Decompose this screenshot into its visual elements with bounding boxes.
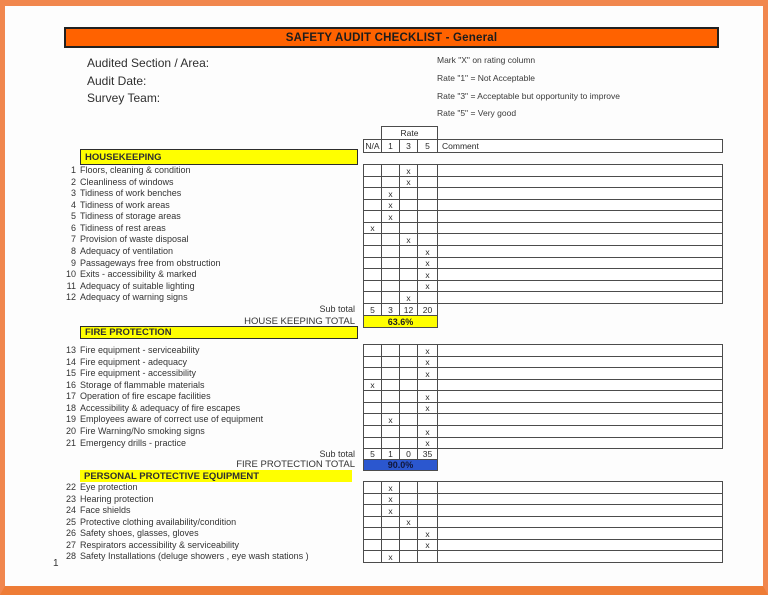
section-bar-ppe: PERSONAL PROTECTIVE EQUIPMENT [80, 470, 352, 482]
item-label: Face shields [80, 505, 131, 515]
rating-cell-na[interactable] [363, 291, 382, 304]
item-number: 4 [70, 200, 76, 210]
rating-cell-1[interactable]: x [381, 481, 400, 494]
rating-cell-5[interactable]: x [417, 280, 438, 292]
legend-mark-instruction: Mark "X" on rating column [437, 55, 536, 65]
legend-rate-5: Rate "5" = Very good [437, 108, 517, 118]
page-title: SAFETY AUDIT CHECKLIST - General [285, 31, 498, 44]
item-number: 14 [65, 357, 76, 367]
item-label: Fire equipment - adequacy [80, 357, 188, 367]
comment-cell[interactable] [437, 291, 723, 304]
item-label: Respirators accessibility & serviceability [80, 540, 240, 550]
rating-cell-5[interactable]: x [417, 390, 438, 403]
housekeeping-subtotal-3: 12 [399, 303, 418, 316]
rating-cell-1[interactable]: x [381, 504, 400, 517]
item-number: 8 [70, 246, 76, 256]
item-label: Cleanliness of windows [80, 177, 174, 187]
fire-total-label: FIRE PROTECTION TOTAL [236, 459, 355, 470]
item-number: 2 [70, 177, 76, 187]
item-number: 20 [65, 426, 76, 436]
item-label: Accessibility & adequacy of fire escapes [80, 403, 241, 413]
rating-cell-3[interactable]: x [399, 291, 418, 304]
rating-cell-1[interactable]: x [381, 550, 400, 563]
section-bar-housekeeping: HOUSEKEEPING [80, 149, 358, 165]
rating-cell-1[interactable]: x [381, 187, 400, 200]
item-label: Tidiness of storage areas [80, 211, 181, 221]
item-number: 9 [70, 258, 76, 268]
rating-cell-na[interactable]: x [363, 379, 382, 391]
item-label: Hearing protection [80, 494, 154, 504]
legend-rate-3: Rate "3" = Acceptable but opportunity to improve [437, 91, 620, 101]
item-label: Exits - accessibility & marked [80, 269, 197, 279]
item-number: 5 [70, 211, 76, 221]
fire-total-value: 90.0% [363, 459, 438, 471]
item-label: Floors, cleaning & condition [80, 165, 191, 175]
housekeeping-subtotal-label: Sub total [319, 304, 355, 314]
item-number: 18 [65, 403, 76, 413]
item-label: Tidiness of work areas [80, 200, 170, 210]
item-label: Fire equipment - serviceability [80, 345, 200, 355]
rating-cell-na[interactable] [363, 437, 382, 449]
item-number: 17 [65, 391, 76, 401]
legend-rate-1: Rate "1" = Not Acceptable [437, 73, 535, 83]
fire-subtotal-5: 35 [417, 448, 438, 460]
item-number: 10 [65, 269, 76, 279]
rating-cell-3[interactable] [399, 437, 418, 449]
item-label: Tidiness of work benches [80, 188, 182, 198]
item-label: Tidiness of rest areas [80, 223, 166, 233]
rating-cell-5[interactable]: x [417, 437, 438, 449]
rating-cell-5[interactable]: x [417, 527, 438, 540]
item-number: 21 [65, 438, 76, 448]
item-label: Fire equipment - accessibility [80, 368, 197, 378]
item-number: 28 [65, 551, 76, 561]
fire-subtotal-1: 1 [381, 448, 400, 460]
item-number: 25 [65, 517, 76, 527]
item-label: Fire Warning/No smoking signs [80, 426, 205, 436]
section-bar-fire-protection: FIRE PROTECTION [80, 326, 358, 339]
audited-area-label: Audited Section / Area: [87, 56, 210, 70]
rating-cell-5[interactable]: x [417, 344, 438, 357]
comment-cell[interactable] [437, 437, 723, 449]
item-number: 13 [65, 345, 76, 355]
item-number: 19 [65, 414, 76, 424]
item-label: Eye protection [80, 482, 138, 492]
page-number: 1 [53, 558, 59, 569]
rating-cell-3[interactable]: x [399, 164, 418, 177]
rating-cell-1[interactable]: x [381, 413, 400, 426]
item-label: Adequacy of warning signs [80, 292, 188, 302]
rating-cell-3[interactable]: x [399, 176, 418, 188]
fire-subtotal-3: 0 [399, 448, 418, 460]
rating-cell-1[interactable]: x [381, 493, 400, 505]
item-number: 12 [65, 292, 76, 302]
rating-cell-5[interactable] [417, 550, 438, 563]
item-number: 7 [70, 234, 76, 244]
item-number: 16 [65, 380, 76, 390]
rating-cell-5[interactable]: x [417, 425, 438, 438]
item-label: Adequacy of suitable lighting [80, 281, 195, 291]
item-number: 15 [65, 368, 76, 378]
rate-header-cell: Rate [381, 126, 438, 140]
housekeeping-subtotal-na: 5 [363, 303, 382, 316]
item-number: 24 [65, 505, 76, 515]
item-number: 6 [70, 223, 76, 233]
item-label: Safety Installations (deluge showers , eye wash stations ) [80, 551, 309, 561]
fire-subtotal-na: 5 [363, 448, 382, 460]
housekeeping-subtotal-1: 3 [381, 303, 400, 316]
item-label: Provision of waste disposal [80, 234, 189, 244]
item-label: Safety shoes, glasses, gloves [80, 528, 199, 538]
document-title-bar [64, 27, 719, 48]
rating-cell-5[interactable]: x [417, 356, 438, 368]
fire-subtotal-label: Sub total [319, 449, 355, 459]
rating-cell-5[interactable]: x [417, 539, 438, 551]
rating-cell-1[interactable] [381, 291, 400, 304]
column-header-na: N/A [363, 139, 382, 153]
item-number: 22 [65, 482, 76, 492]
housekeeping-subtotal-5: 20 [417, 303, 438, 316]
rating-cell-5[interactable]: x [417, 367, 438, 380]
item-number: 11 [66, 281, 76, 291]
item-label: Employees aware of correct use of equipment [80, 414, 264, 424]
rating-cell-5[interactable]: x [417, 268, 438, 281]
item-number: 26 [65, 528, 76, 538]
rating-cell-na[interactable] [363, 550, 382, 563]
rating-cell-5[interactable] [417, 291, 438, 304]
rating-cell-5[interactable]: x [417, 257, 438, 269]
rating-cell-1[interactable]: x [381, 199, 400, 211]
item-number: 23 [65, 494, 76, 504]
column-header-5: 5 [417, 139, 438, 153]
rating-cell-5[interactable]: x [417, 402, 438, 414]
item-label: Storage of flammable materials [80, 380, 205, 390]
item-label: Emergency drills - practice [80, 438, 187, 448]
audit-date-label: Audit Date: [87, 74, 147, 88]
rating-cell-1[interactable]: x [381, 210, 400, 223]
item-label: Passageways free from obstruction [80, 258, 221, 268]
column-header-comment: Comment [437, 139, 723, 153]
rating-cell-1[interactable] [381, 437, 400, 449]
rating-cell-3[interactable] [399, 550, 418, 563]
item-number: 3 [70, 188, 76, 198]
item-number: 1 [70, 165, 76, 175]
rating-cell-na[interactable]: x [363, 222, 382, 234]
item-number: 27 [65, 540, 76, 550]
rating-cell-5[interactable]: x [417, 245, 438, 258]
item-label: Protective clothing availability/condition [80, 517, 237, 527]
rating-cell-3[interactable]: x [399, 516, 418, 528]
comment-cell[interactable] [437, 550, 723, 563]
survey-team-label: Survey Team: [87, 91, 161, 105]
housekeeping-total-label: HOUSE KEEPING TOTAL [244, 316, 355, 327]
column-header-3: 3 [399, 139, 418, 153]
rating-cell-3[interactable]: x [399, 233, 418, 246]
item-label: Adequacy of ventilation [80, 246, 174, 256]
housekeeping-total-value: 63.6% [363, 315, 438, 328]
item-label: Operation of fire escape facilities [80, 391, 211, 401]
column-header-1: 1 [381, 139, 400, 153]
